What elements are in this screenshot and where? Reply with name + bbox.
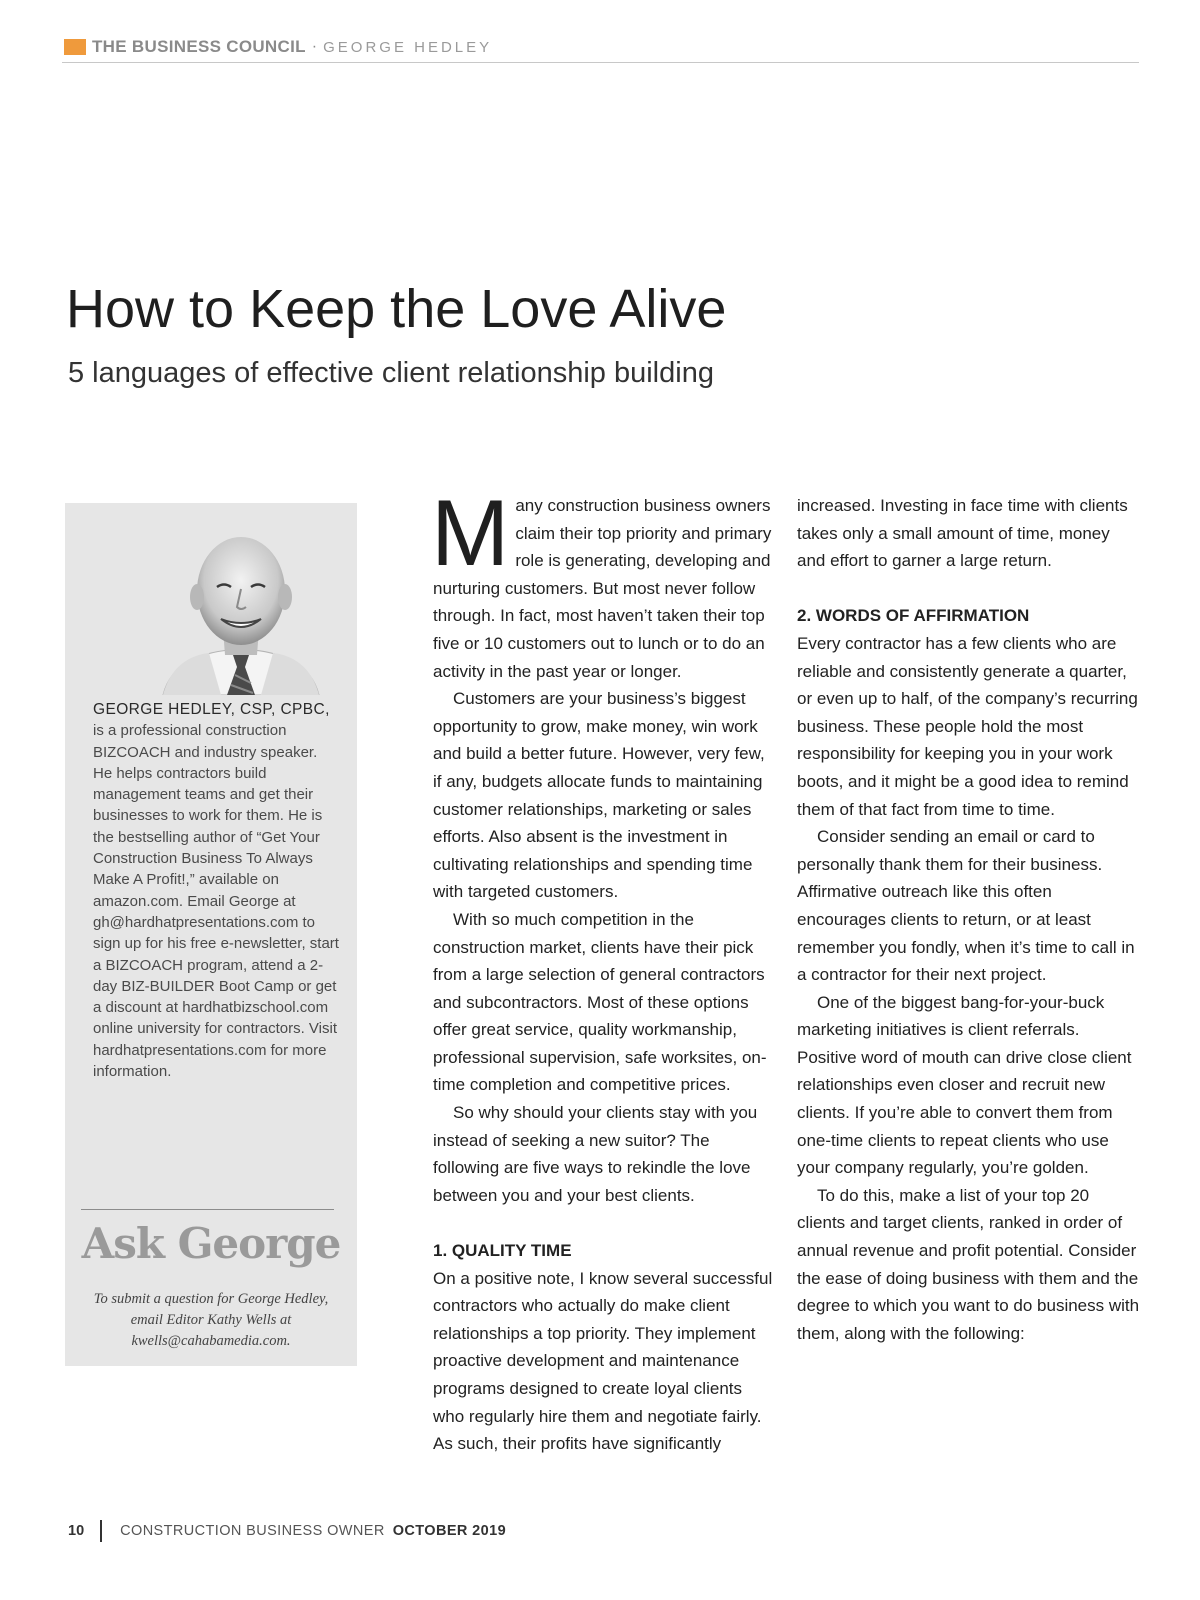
- page-number: 10: [68, 1523, 85, 1539]
- header-divider: [62, 62, 1139, 63]
- section-heading-quality-time: 1. QUALITY TIME: [433, 1241, 572, 1261]
- paragraph: Many construction business owners claim their top priority and primary role is generating, developing and nurturing customers. But most never follow through. In fact, most haven’t taken their top five or 10 customers out to lunch or to do an activity in the past year or longer.: [431, 480, 772, 681]
- magazine-name: CONSTRUCTION BUSINESS OWNER: [120, 1523, 385, 1539]
- paragraph: Customers are your business’s biggest opportunity to grow, make money, win work and build a better future. However, very few, if any, budgets allocate funds to maintaining customer relationships, marketing or sales efforts. Also absent is the investment in cultivating relationships and spending time with targeted customers.: [433, 689, 765, 902]
- footer-divider: [100, 1520, 102, 1542]
- drop-cap: M: [431, 480, 510, 585]
- author-name: GEORGE HEDLEY, CSP, CPBC,: [93, 701, 330, 718]
- issue-date: OCTOBER 2019: [392, 1523, 507, 1539]
- section-header: [64, 36, 492, 58]
- paragraph: On a positive note, I know several successful contractors who actually do make client relationships a top priority. They implement proactive development and maintenance programs designed to create loyal clients who regularly hire them and negotiate fairly. As such, their profits have significantly: [433, 1268, 773, 1454]
- paragraph: With so much competition in the construction market, clients have their pick from a large selection of general contractors and subcontractors. Most of these options offer great service, quality workmanship, professional supervision, safe worksites, on-time completion and competitive prices.: [433, 909, 767, 1095]
- paragraph: To do this, make a list of your top 20 clients and target clients, ranked in order of annual revenue and profit potential. Consider the ease of doing business with them and the degree to which you want to do business with them, along with the following:: [797, 1185, 1140, 1343]
- section-heading-words-of-affirmation: 2. WORDS OF AFFIRMATION: [797, 606, 1030, 626]
- article-subtitle: 5 languages of effective client relationship building: [68, 357, 714, 389]
- section-color-block: [64, 39, 86, 55]
- author-portrait-icon: [161, 525, 321, 695]
- paragraph: Consider sending an email or card to personally thank them for their business. Affirmative outreach like this often encourages clients to return, or at least remember you fondly, when it’s time to call in a contractor for their next project.: [797, 827, 1135, 985]
- paragraph: So why should your clients stay with you instead of seeking a new suitor? The following are five ways to rekindle the love between you and your best clients.: [433, 1103, 758, 1205]
- sidebar-divider: [81, 1209, 334, 1210]
- paragraph: One of the biggest bang-for-your-buck marketing initiatives is client referrals. Positive word of mouth can drive close client relationships even closer and recruit new clients. If you’re able to convert them from one-time clients to repeat clients who use your company regularly, you’re golden.: [797, 992, 1132, 1178]
- page-footer: [68, 1520, 506, 1542]
- author-sidebar: [65, 503, 357, 1366]
- article-column-2: [797, 492, 1142, 1347]
- article-title: How to Keep the Love Alive: [66, 279, 727, 339]
- paragraph: Every contractor has a few clients who are reliable and consistently generate a quarter, or even up to half, of the company’s recurring business. These people hold the most responsibility for keeping you in your work boots, and it might be a good idea to remind them of that fact from time to time.: [797, 633, 1138, 819]
- author-bio: [93, 699, 339, 1082]
- paragraph-continued: increased. Investing in face time with clients takes only a small amount of time, money and effort to garner a large return.: [797, 496, 1128, 571]
- header-author: GEORGE HEDLEY: [323, 38, 493, 56]
- author-bio-text: is a professional construction BIZCOACH and industry speaker. He helps contractors build management teams and get their businesses to work for them. He is the bestselling author of “Get Your Construction Business To Always Make A Profit!,” available on amazon.com. Email George at gh@hardhatpresentations.com to sign up for his free e-newsletter, start a BIZCOACH program, attend a 2-day BIZ-BUILDER Boot Camp or get a discount at hardhatbizschool.com online university for contractors. Visit hardhatpresentations.com for more information.: [93, 722, 339, 1081]
- ask-george-note: To submit a question for George Hedley, email Editor Kathy Wells at kwells@cahabamedia.com.: [93, 1291, 329, 1349]
- header-separator: ·: [311, 38, 318, 55]
- article-column-1: [431, 480, 773, 1458]
- section-name: THE BUSINESS COUNCIL: [92, 37, 306, 56]
- ask-george-title: Ask George: [81, 1219, 341, 1268]
